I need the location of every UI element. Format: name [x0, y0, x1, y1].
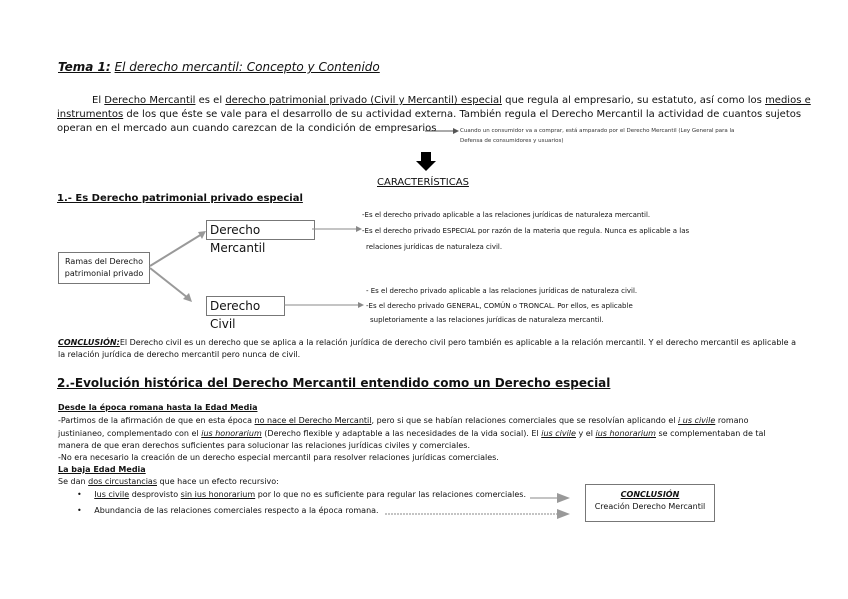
arrow-right-icon [530, 492, 572, 504]
roman-line-2: justinianeo, complementado con el ius honorarium (Derecho flexible y adaptable a las necesidades de la vida social). El ius civile y el ius honorarium se complementaban de tal [58, 429, 766, 438]
intro-line-1: El Derecho Mercantil es el derecho patrimonial privado (Civil y Mercantil) especial que regula al empresario, su estatuto, así como los medios e [92, 95, 811, 106]
subheading-roman: Desde la época romana hasta la Edad Media [58, 403, 258, 412]
bullet-1: • Ius civile desprovisto sin ius honorarium por lo que no es suficiente para regular las relaciones comerciales. [77, 490, 526, 499]
roman-line-3: manera de que eran derechos suficientes para solucionar las relaciones jurídicas civiles y comerciales. [58, 441, 471, 450]
roman-line-1: -Partimos de la afirmación de que en esta época no nace el Derecho Mercantil, pero si que se habían relaciones comerciales que se resolvían aplicando el i us civile romano [58, 416, 749, 425]
intro-line-2: instrumentos de los que éste se vale para el desarrollo de su actividad externa. También regula el Derecho Mercantil la actividad de cuantos sujetos [57, 109, 802, 120]
bullet-icon: • [77, 490, 82, 499]
page-title: Tema 1: El derecho mercantil: Concepto y Contenido [58, 60, 380, 74]
baja-intro: Se dan dos circustancias que hace un efecto recursivo: [58, 477, 279, 486]
caracteristicas-heading: CARACTERÍSTICAS [377, 177, 469, 188]
civil-desc-1: - Es el derecho privado aplicable a las relaciones jurídicas de naturaleza civil. [366, 287, 638, 295]
arrow-down-icon [415, 152, 437, 172]
merc-desc-1: -Es el derecho privado aplicable a las relaciones jurídicas de naturaleza mercantil. [362, 211, 651, 219]
bullet-2: • Abundancia de las relaciones comerciales respecto a la época romana. [77, 506, 379, 515]
arrow-right-icon [312, 224, 364, 234]
arrow-right-icon [284, 300, 366, 310]
merc-box: Derecho Mercantil [206, 220, 315, 240]
section1-heading: 1.- Es Derecho patrimonial privado especial [57, 193, 303, 204]
conclusion-box: CONCLUSIÓN Creación Derecho Mercantil [585, 484, 715, 522]
intro-line-3: operan en el mercado aun cuando carezcan de la condición de empresarios [57, 123, 437, 134]
section2-heading: 2.-Evolución histórica del Derecho Mercantil entendido como un Derecho especial [57, 376, 611, 390]
bullet-icon: • [77, 506, 82, 515]
intro-note-1: Cuando un consumidor va a comprar, está amparado por el Derecho Mercantil (Ley General para la [460, 128, 735, 134]
civil-box: Derecho Civil [206, 296, 285, 316]
roman-line-4: -No era necesario la creación de un derecho especial mercantil para resolver relaciones jurídicas comerciales. [58, 453, 499, 462]
civil-desc-2: -Es el derecho privado GENERAL, COMÚN o TRONCAL. Por ellos, es aplicable [366, 302, 633, 310]
subheading-baja: La baja Edad Media [58, 465, 146, 474]
arrow-right-icon [425, 126, 461, 136]
conclusion-2: la relación jurídica de derecho mercantil pero nunca de civil. [58, 350, 301, 359]
arrow-right-icon [385, 508, 572, 520]
intro-note-2: Defensa de consumidores y usuarios) [460, 138, 564, 144]
merc-desc-2: -Es el derecho privado ESPECIAL por razón de la materia que regula. Nunca es aplicable a las [362, 227, 690, 235]
root-box: Ramas del Derecho patrimonial privado [58, 252, 150, 284]
branch-arrows-icon [148, 228, 210, 308]
conclusion-1: CONCLUSIÓN:El Derecho civil es un derecho que se aplica a la relación jurídica de derecho civil pero también es aplicable a la relación mercantil. Y el derecho mercantil es aplicable a [58, 338, 796, 347]
merc-desc-3: relaciones jurídicas de naturaleza civil. [366, 243, 503, 251]
civil-desc-3: supletoriamente a las relaciones jurídicas de naturaleza mercantil. [370, 316, 604, 324]
